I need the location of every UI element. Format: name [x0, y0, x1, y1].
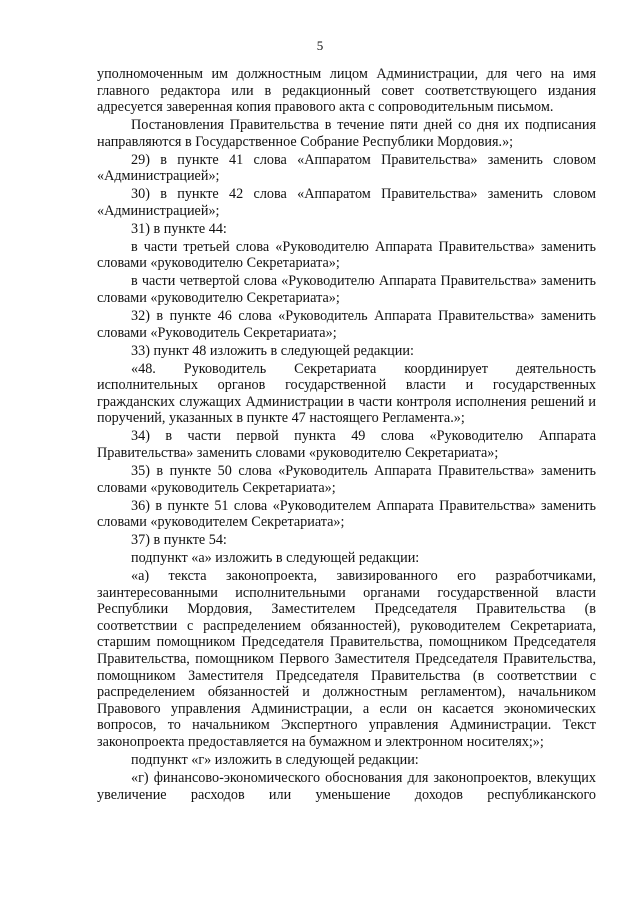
paragraph: в части четвертой слова «Руководителю Аппарата Правительства» заменить словами «руководителю Секретариата»;	[97, 273, 596, 307]
list-item-37: 37) в пункте 54:	[131, 532, 227, 549]
paragraph: подпункт «а» изложить в следующей редакции:	[131, 550, 420, 567]
paragraph-continuation: уполномоченным им должностным лицом Администрации, для чего на имя главного редактора или в редакционный совет соответствующего издания адресуется заверенная копия правового акта с сопроводительным письмом.	[97, 66, 596, 116]
list-item-29: 29) в пункте 41 слова «Аппаратом Правительства» заменить словом «Администрацией»;	[97, 151, 596, 185]
list-item-35: 35) в пункте 50 слова «Руководитель Аппарата Правительства» заменить словами «руководитель Секретариата»;	[97, 462, 596, 496]
list-item-33: 33) пункт 48 изложить в следующей редакции:	[131, 342, 414, 359]
list-item-34: 34) в части первой пункта 49 слова «Руководителю Аппарата Правительства» заменить словами «руководителю Секретариата»;	[97, 428, 596, 461]
document-body	[97, 66, 596, 805]
page-number: 5	[316, 38, 324, 53]
paragraph-subitem-a: «а) текста законопроекта, завизированного его разработчиками, заинтересованными исполнительными органами государственной власти Республики Мордовия, Заместителем Председателя Правительства (в соответствии с распределением обязанностей), руководителем Секретариата, старшим помощником Председателя Правительства, помощником Председателя Правительства, помощником Первого Заместителя Председателя Правительства, помощником Заместителя Председателя Правительства (в соответствии с распределением обязанностей и должностным регламентом), начальником Правового управления Администрации, а если он касается экономических вопросов, то начальником Экспертного управления Администрации. Текст законопроекта предоставляется на бумажном и электронном носителях;»;	[97, 568, 596, 751]
list-item-32: 32) в пункте 46 слова «Руководитель Аппарата Правительства» заменить словами «Руководитель Секретариата»;	[97, 308, 596, 341]
list-item-31: 31) в пункте 44:	[131, 220, 227, 237]
paragraph: Постановления Правительства в течение пяти дней со дня их подписания направляются в Государственное Собрание Республики Мордовия.»;	[97, 117, 596, 150]
list-item-30: 30) в пункте 42 слова «Аппаратом Правительства» заменить словом «Администрацией»;	[97, 186, 596, 219]
paragraph-subitem-g: «г) финансово-экономического обоснования для законопроектов, влекущих увеличение расходов или уменьшение доходов республиканского	[97, 769, 596, 803]
paragraph: в части третьей слова «Руководителю Аппарата Правительства» заменить словами «руководителю Секретариата»;	[97, 238, 596, 272]
paragraph: подпункт «г» изложить в следующей редакции:	[131, 752, 419, 768]
list-item-36: 36) в пункте 51 слова «Руководителем Аппарата Правительства» заменить словами «руководителем Секретариата»;	[97, 497, 596, 531]
paragraph-quote-48: «48. Руководитель Секретариата координирует деятельность исполнительных органов государственной власти и государственных гражданских служащих Администрации в части контроля исполнения решений и поручений, указанных в пункте 47 настоящего Регламента.»;	[97, 360, 596, 427]
